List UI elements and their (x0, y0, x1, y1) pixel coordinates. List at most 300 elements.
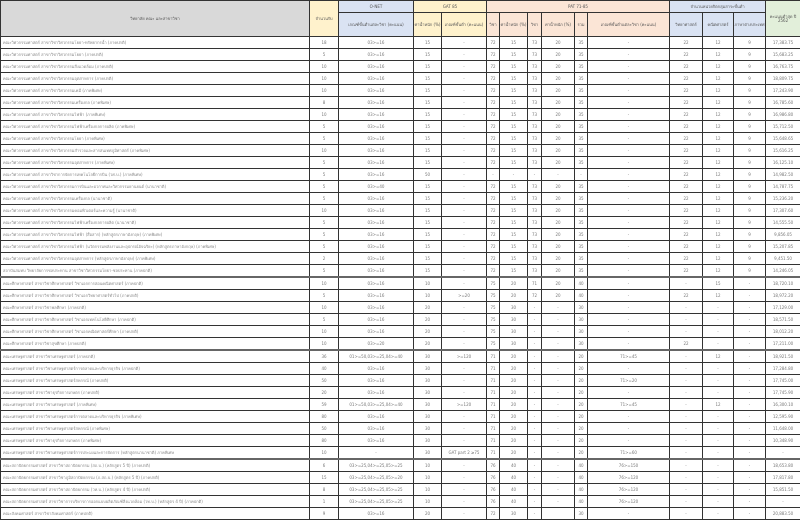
cell-pat-min: 71>=45 (588, 350, 670, 363)
cell-pat-weight1: 15 (500, 253, 528, 265)
cell-units-math: - (703, 435, 734, 447)
cell-pat-min: - (588, 277, 670, 290)
cell-quota: 10 (310, 73, 339, 85)
cell-pat-min: 76>=150 (588, 459, 670, 472)
cell-quota: 10 (310, 61, 339, 73)
cell-pat-subj1: 72 (487, 61, 500, 73)
cell-pat-weight2: 20 (542, 181, 575, 193)
cell-pat-subj2: 73 (528, 109, 542, 121)
cell-units-sci: 22 (670, 290, 703, 302)
cell-units-sci: - (670, 375, 703, 387)
cell-units-sci: 22 (670, 145, 703, 157)
cell-units-lang: 9 (734, 37, 766, 49)
cell-quota: 9 (310, 508, 339, 520)
cell-program-name: คณะสถาปัตยกรรมศาสตร์ สาขาวิชาภูมิสถาปัตยกรรม (ภ.สถ.บ.) (หลักสูตร 5 ปี) (ภาคปกติ) (1, 472, 310, 484)
cell-pat-total: 30 (575, 508, 588, 520)
cell-min-score: 17,129.00 (766, 302, 800, 314)
cell-pat-subj1: 71 (487, 363, 500, 375)
cell-pat-weight1: 20 (500, 363, 528, 375)
cell-quota: 5 (310, 169, 339, 181)
header-units-lang: ภาษาต่างประเทศ (734, 13, 766, 37)
cell-program-name: คณะสถาปัตยกรรมศาสตร์ สาขาวิชาสถาปัตยกรรม (วท.บ.) (หลักสูตร 4 ปี) (ภาคปกติ) (1, 484, 310, 496)
cell-pat-weight2: 20 (542, 253, 575, 265)
cell-quota: 8 (310, 97, 339, 109)
cell-units-lang: 9 (734, 97, 766, 109)
cell-pat-weight2: 20 (542, 145, 575, 157)
cell-units-math: 12 (703, 399, 734, 411)
cell-gat-weight: 15 (414, 253, 442, 265)
cell-quota: 10 (310, 326, 339, 338)
cell-gat-min: - (442, 49, 487, 61)
cell-pat-weight2: 20 (542, 109, 575, 121)
cell-units-math: 12 (703, 241, 734, 253)
cell-units-sci: - (670, 387, 703, 399)
cell-units-sci: 22 (670, 181, 703, 193)
cell-pat-total: 20 (575, 363, 588, 375)
cell-units-lang: - (734, 423, 766, 435)
cell-units-lang: - (734, 326, 766, 338)
cell-pat-min: 71>=45 (588, 399, 670, 411)
cell-pat-min: - (588, 217, 670, 229)
cell-units-lang: - (734, 447, 766, 460)
cell-program-name: คณะวิศวกรรมศาสตร์ สาขาวิชาวิศวกรรมไฟฟ้า (ภาคพิเศษ) (1, 109, 310, 121)
cell-gat-weight: 30 (414, 387, 442, 399)
cell-program-name: คณะเศรษฐศาสตร์ สาขาวิชาเศรษฐศาสตร์ (ภาคปกติ) (1, 350, 310, 363)
cell-units-math: 12 (703, 253, 734, 265)
table-row (1, 435, 800, 447)
cell-quota: 40 (310, 363, 339, 375)
cell-pat-weight2: - (542, 484, 575, 496)
cell-pat-subj1: 71 (487, 399, 500, 411)
cell-min-score: 15,648.65 (766, 133, 800, 145)
cell-onet-min: 03>=16 (339, 290, 414, 302)
cell-gat-weight: 15 (414, 241, 442, 253)
cell-quota: 10 (310, 145, 339, 157)
header-pat-subj1: วิชา (487, 13, 500, 37)
cell-pat-subj2: 73 (528, 241, 542, 253)
cell-pat-subj2: - (528, 169, 542, 181)
cell-pat-weight1: 15 (500, 85, 528, 97)
cell-units-lang: - (734, 290, 766, 302)
cell-gat-weight: 20 (414, 326, 442, 338)
cell-pat-min: - (588, 133, 670, 145)
cell-gat-weight: 15 (414, 61, 442, 73)
header-program: วิทยาลัย คณะ และสาขาวิชา (1, 1, 310, 37)
cell-onet-min: 03>=25,04>=25,05>=25 (339, 496, 414, 508)
cell-gat-weight: 30 (414, 411, 442, 423)
cell-units-sci: - (670, 326, 703, 338)
cell-quota: 10 (310, 205, 339, 217)
cell-pat-weight2: 20 (542, 61, 575, 73)
cell-onet-min: 03>=16 (339, 229, 414, 241)
cell-quota: 5 (310, 157, 339, 169)
cell-pat-total: 35 (575, 133, 588, 145)
cell-gat-min: - (442, 205, 487, 217)
cell-units-math: 12 (703, 121, 734, 133)
cell-units-math: 12 (703, 157, 734, 169)
cell-gat-weight: 10 (414, 472, 442, 484)
cell-gat-min: - (442, 37, 487, 49)
cell-program-name: คณะเศรษฐศาสตร์ สาขาวิชาเศรษฐศาสตร์สหกรณ์ (ภาคปกติ) (1, 375, 310, 387)
cell-pat-subj1: 71 (487, 435, 500, 447)
cell-pat-weight1: 15 (500, 133, 528, 145)
cell-min-score: 14,787.75 (766, 181, 800, 193)
cell-pat-weight2: 20 (542, 97, 575, 109)
cell-units-math: 12 (703, 37, 734, 49)
cell-quota: 50 (310, 423, 339, 435)
cell-quota: 10 (310, 277, 339, 290)
table-row (1, 109, 800, 121)
cell-program-name: คณะสถาปัตยกรรมศาสตร์ สาขาวิชาการบริหารการออกแบบผลิตภัณฑ์สิ่งแวดล้อม (วท.บ.) (หลักสูตร 4 ปี) (ภาคปกติ) (1, 496, 310, 508)
cell-gat-min: - (442, 217, 487, 229)
cell-pat-weight2: 20 (542, 217, 575, 229)
cell-pat-subj1: 76 (487, 472, 500, 484)
cell-units-sci: 22 (670, 338, 703, 351)
cell-pat-weight2: 20 (542, 265, 575, 278)
cell-gat-weight: 20 (414, 508, 442, 520)
cell-gat-weight: 20 (414, 302, 442, 314)
cell-pat-min: - (588, 205, 670, 217)
cell-units-math: - (703, 338, 734, 351)
cell-onet-min: 03>=16 (339, 97, 414, 109)
cell-onet-min: 03>=16 (339, 277, 414, 290)
cell-min-score: - (766, 496, 800, 508)
cell-program-name: คณะสังคมศาสตร์ สาขาวิชาสังคมศาสตร์ (ภาคปกติ) (1, 508, 310, 520)
cell-pat-subj1: 71 (487, 375, 500, 387)
cell-pat-subj2: 73 (528, 193, 542, 205)
cell-quota: 15 (310, 472, 339, 484)
cell-pat-weight1: 20 (500, 435, 528, 447)
cell-units-lang: - (734, 375, 766, 387)
cell-units-lang: 9 (734, 61, 766, 73)
cell-units-lang: 9 (734, 85, 766, 97)
cell-pat-weight2: - (542, 302, 575, 314)
cell-min-score: 9,451.50 (766, 253, 800, 265)
cell-pat-min: - (588, 423, 670, 435)
cell-pat-subj2: 73 (528, 37, 542, 49)
cell-pat-subj2: - (528, 496, 542, 508)
cell-pat-min: - (588, 411, 670, 423)
cell-pat-min: - (588, 508, 670, 520)
cell-units-lang: 9 (734, 181, 766, 193)
cell-gat-min: - (442, 169, 487, 181)
cell-pat-total: 20 (575, 375, 588, 387)
cell-units-math: 12 (703, 61, 734, 73)
cell-pat-subj2: 73 (528, 217, 542, 229)
table-row (1, 484, 800, 496)
cell-units-sci: 22 (670, 73, 703, 85)
cell-units-math: 12 (703, 133, 734, 145)
cell-min-score: 17,745.00 (766, 375, 800, 387)
cell-program-name: คณะเศรษฐศาสตร์ สาขาวิชาธุรกิจการเกษตร (ภาคปกติ) (1, 387, 310, 399)
cell-onet-min: 03>=16 (339, 49, 414, 61)
cell-onet-min: 03>=25,04>=25,05>=25 (339, 484, 414, 496)
cell-pat-total: 35 (575, 145, 588, 157)
cell-pat-subj2: 73 (528, 73, 542, 85)
cell-quota: 10 (310, 85, 339, 97)
cell-gat-weight: 15 (414, 265, 442, 278)
cell-min-score: 14,246.05 (766, 265, 800, 278)
cell-units-sci: 22 (670, 169, 703, 181)
cell-onet-min: 03>=16 (339, 253, 414, 265)
cell-units-math: 12 (703, 229, 734, 241)
cell-pat-min: - (588, 49, 670, 61)
cell-min-score: 14,555.50 (766, 217, 800, 229)
cell-units-sci: 22 (670, 109, 703, 121)
cell-gat-min: >=120 (442, 399, 487, 411)
cell-pat-total: 35 (575, 121, 588, 133)
cell-pat-subj1: 75 (487, 302, 500, 314)
cell-min-score: 20,883.50 (766, 508, 800, 520)
cell-units-sci: 22 (670, 205, 703, 217)
cell-min-score: 10,348.90 (766, 435, 800, 447)
cell-units-math: 12 (703, 265, 734, 278)
cell-units-math: 12 (703, 109, 734, 121)
header-units-sci: วิทยาศาสตร์ (670, 13, 703, 37)
table-row (1, 350, 800, 363)
cell-pat-total: 35 (575, 73, 588, 85)
cell-pat-min: - (588, 73, 670, 85)
cell-quota: 59 (310, 399, 339, 411)
cell-gat-min: - (442, 375, 487, 387)
cell-pat-weight2: - (542, 387, 575, 399)
cell-units-math: - (703, 459, 734, 472)
cell-pat-min: - (588, 157, 670, 169)
cell-pat-subj1: 72 (487, 73, 500, 85)
cell-program-name: คณะวิศวกรรมศาสตร์ สาขาวิชาวิศวกรรมสำรวจและสารสนเทศภูมิศาสตร์ (ภาคพิเศษ) (1, 145, 310, 157)
cell-pat-subj2: 73 (528, 49, 542, 61)
cell-pat-weight1: 20 (500, 290, 528, 302)
cell-units-lang: - (734, 302, 766, 314)
cell-program-name: คณะเศรษฐศาสตร์ สาขาวิชาเศรษฐศาสตร์ (ภาคพิเศษ) (1, 399, 310, 411)
cell-gat-min: - (442, 459, 487, 472)
header-pat-min: เกณฑ์ขั้นต่ำแต่ละวิชา (คะแนน) (588, 13, 670, 37)
cell-gat-min: - (442, 253, 487, 265)
cell-program-name: สถาบันสมทบ วิทยาลัยการชลประทาน สาขาวิชาวิศวกรรมโยธา-ชลประทาน (ภาคปกติ) (1, 265, 310, 278)
cell-pat-subj2: - (528, 399, 542, 411)
cell-pat-weight1: - (500, 169, 528, 181)
cell-pat-subj2: - (528, 350, 542, 363)
cell-units-math: 12 (703, 169, 734, 181)
cell-onet-min: 01>=50,03>=25,04>=40 (339, 399, 414, 411)
cell-units-math: - (703, 387, 734, 399)
cell-pat-weight1: 15 (500, 265, 528, 278)
cell-program-name: คณะวิศวกรรมศาสตร์ สาขาวิชาวิศวกรรมการบินและอวกาศและวิศวกรรมยานยนต์ (นานาชาติ) (1, 181, 310, 193)
cell-onet-min: 03>=16 (339, 326, 414, 338)
cell-quota: 5 (310, 49, 339, 61)
header-pat-total: รวม (575, 13, 588, 37)
cell-gat-min: - (442, 193, 487, 205)
cell-pat-subj2: 73 (528, 97, 542, 109)
cell-pat-weight1: 15 (500, 97, 528, 109)
table-row (1, 85, 800, 97)
cell-pat-weight1: 15 (500, 241, 528, 253)
cell-pat-min: - (588, 326, 670, 338)
cell-gat-weight: 15 (414, 49, 442, 61)
cell-pat-min: 71>=20 (588, 375, 670, 387)
cell-gat-weight: 30 (414, 363, 442, 375)
cell-pat-total: 35 (575, 157, 588, 169)
cell-gat-weight: 15 (414, 193, 442, 205)
cell-units-math: - (703, 423, 734, 435)
cell-quota: 1 (310, 496, 339, 508)
cell-program-name: คณะวิศวกรรมศาสตร์ สาขาวิชาวิศวกรรมสิ่งแวดล้อม (ภาคปกติ) (1, 61, 310, 73)
table-row (1, 133, 800, 145)
cell-pat-weight2: 20 (542, 193, 575, 205)
cell-units-sci: - (670, 484, 703, 496)
header-pat: PAT 71-85 (487, 1, 670, 13)
cell-units-lang: - (734, 363, 766, 375)
cell-pat-subj1: 72 (487, 37, 500, 49)
cell-pat-total: 35 (575, 253, 588, 265)
cell-units-lang: - (734, 338, 766, 351)
header-pat-weight2: ค่าน้ำหนัก (%) (542, 13, 575, 37)
cell-gat-weight: 20 (414, 314, 442, 326)
cell-pat-subj1: - (487, 169, 500, 181)
cell-pat-total: 35 (575, 181, 588, 193)
cell-quota: 10 (310, 447, 339, 460)
cell-pat-subj2: - (528, 435, 542, 447)
cell-gat-weight: 30 (414, 423, 442, 435)
cell-pat-subj1: 75 (487, 290, 500, 302)
cell-units-lang: 9 (734, 169, 766, 181)
cell-pat-subj1: 72 (487, 181, 500, 193)
cell-onet-min: 03>=16 (339, 411, 414, 423)
cell-gat-weight: 15 (414, 121, 442, 133)
cell-pat-min: - (588, 97, 670, 109)
cell-units-lang: 9 (734, 241, 766, 253)
cell-gat-weight: 20 (414, 338, 442, 351)
cell-units-lang: 9 (734, 217, 766, 229)
cell-min-score: 15,851.50 (766, 484, 800, 496)
cell-onet-min: 03>=16 (339, 145, 414, 157)
cell-pat-min: - (588, 193, 670, 205)
cell-gat-min: - (442, 157, 487, 169)
cell-units-lang: - (734, 399, 766, 411)
cell-onet-min: 03>=16 (339, 435, 414, 447)
cell-pat-weight1: 30 (500, 508, 528, 520)
cell-units-math: - (703, 326, 734, 338)
cell-pat-total: 20 (575, 447, 588, 460)
cell-pat-weight2: - (542, 169, 575, 181)
table-row (1, 217, 800, 229)
cell-pat-min: - (588, 121, 670, 133)
cell-quota: 5 (310, 193, 339, 205)
table-row (1, 193, 800, 205)
cell-units-math: 12 (703, 73, 734, 85)
table-row (1, 363, 800, 375)
cell-quota: 10 (310, 302, 339, 314)
cell-units-math: - (703, 375, 734, 387)
cell-pat-weight1: 20 (500, 447, 528, 460)
cell-onet-min: 03>=16 (339, 109, 414, 121)
header-pat-subj2: วิชา (528, 13, 542, 37)
cell-pat-subj1: 72 (487, 145, 500, 157)
cell-units-lang: 9 (734, 121, 766, 133)
cell-pat-subj1: 72 (487, 97, 500, 109)
table-row (1, 265, 800, 278)
cell-onet-min: 03>=16 (339, 85, 414, 97)
cell-pat-weight2: 20 (542, 37, 575, 49)
cell-onet-min: 03>=16 (339, 387, 414, 399)
cell-pat-weight2: 20 (542, 85, 575, 97)
cell-quota: 50 (310, 375, 339, 387)
table-row (1, 459, 800, 472)
cell-pat-weight1: 30 (500, 338, 528, 351)
cell-pat-total: 35 (575, 61, 588, 73)
cell-pat-weight1: 15 (500, 145, 528, 157)
cell-pat-total: 20 (575, 399, 588, 411)
cell-program-name: คณะวิศวกรรมศาสตร์ สาขาวิชาวิศวกรรมไฟฟ้าเครื่องกลการผลิต (ภาคพิเศษ) (1, 121, 310, 133)
cell-units-sci: - (670, 399, 703, 411)
cell-gat-weight: 15 (414, 133, 442, 145)
cell-units-math: 12 (703, 181, 734, 193)
cell-pat-min: - (588, 363, 670, 375)
cell-onet-min: 03>=25,04>=25,05>=25 (339, 459, 414, 472)
cell-quota: 5 (310, 121, 339, 133)
cell-gat-weight: 15 (414, 109, 442, 121)
cell-units-sci: 22 (670, 121, 703, 133)
cell-pat-subj2: - (528, 484, 542, 496)
cell-pat-min: - (588, 61, 670, 73)
cell-onet-min: 03>=16 (339, 363, 414, 375)
cell-program-name: คณะศึกษาศาสตร์ สาขาวิชาศึกษาศาสตร์ วิชาเอกวิทยาศาสตร์ทั่วไป (ภาคปกติ) (1, 290, 310, 302)
cell-onet-min: 03>=16 (339, 302, 414, 314)
cell-units-math: - (703, 508, 734, 520)
cell-units-sci: 22 (670, 253, 703, 265)
cell-pat-subj1: 71 (487, 411, 500, 423)
cell-pat-min: - (588, 435, 670, 447)
table-row (1, 205, 800, 217)
cell-quota: 8 (310, 484, 339, 496)
header-min-score: คะแนนต่ำสุด ปี 2562 (766, 1, 800, 37)
cell-gat-weight: 10 (414, 496, 442, 508)
cell-pat-subj2: - (528, 459, 542, 472)
cell-pat-weight1: 15 (500, 229, 528, 241)
cell-pat-total: 35 (575, 205, 588, 217)
cell-min-score: 17,211.00 (766, 338, 800, 351)
cell-pat-subj1: 71 (487, 350, 500, 363)
cell-min-score: 15,683.25 (766, 49, 800, 61)
cell-pat-min: - (588, 109, 670, 121)
cell-pat-subj2: - (528, 314, 542, 326)
cell-program-name: คณะวิศวกรรมศาสตร์ สาขาวิชาวิศวกรรมเครื่องกล (นานาชาติ) (1, 193, 310, 205)
cell-quota: 36 (310, 350, 339, 363)
cell-min-score: 17,383.75 (766, 37, 800, 49)
cell-gat-min: - (442, 423, 487, 435)
cell-pat-min: - (588, 387, 670, 399)
cell-pat-subj2: - (528, 387, 542, 399)
cell-units-sci: 22 (670, 193, 703, 205)
cell-program-name: คณะวิศวกรรมศาสตร์ สาขาวิชาวิศวกรรมไฟฟ้า (สื่อสาร) (หลักสูตรภาษาอังกฤษ) (ภาคพิเศษ) (1, 229, 310, 241)
table-row (1, 447, 800, 460)
cell-pat-subj1: 72 (487, 253, 500, 265)
cell-pat-weight2: - (542, 411, 575, 423)
cell-quota: 5 (310, 217, 339, 229)
cell-pat-weight1: 20 (500, 350, 528, 363)
cell-units-sci: 22 (670, 241, 703, 253)
cell-pat-min: - (588, 241, 670, 253)
cell-pat-subj2: 73 (528, 253, 542, 265)
cell-pat-min: - (588, 169, 670, 181)
table-header (1, 1, 800, 37)
cell-onet-min: 03>=16 (339, 375, 414, 387)
table-row (1, 375, 800, 387)
table-row (1, 157, 800, 169)
cell-pat-subj1: 72 (487, 217, 500, 229)
cell-pat-weight2: - (542, 472, 575, 484)
header-gat-weight: ค่าน้ำหนัก (%) (414, 13, 442, 37)
